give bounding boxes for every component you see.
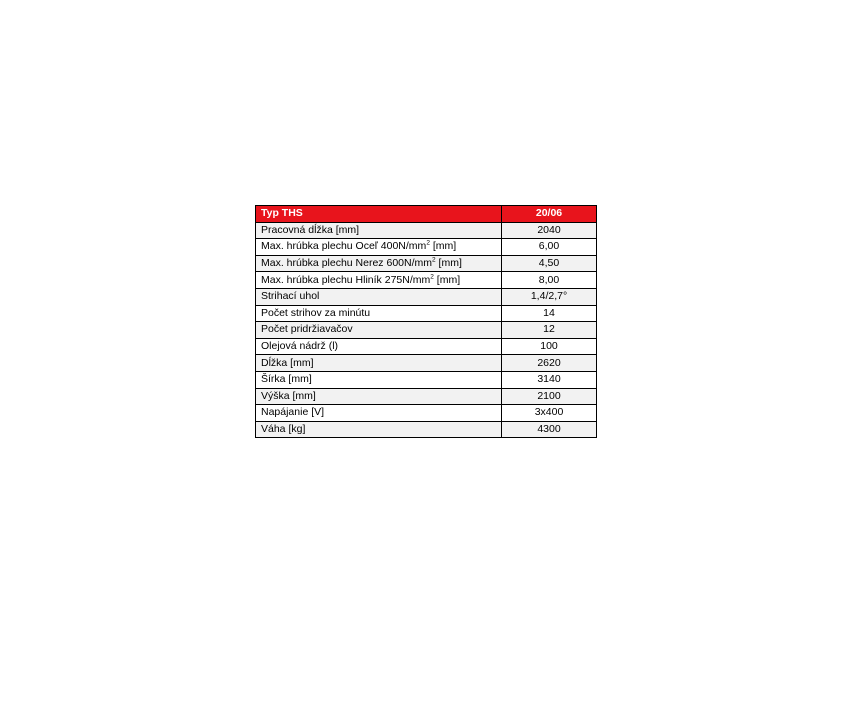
- row-value: 2100: [502, 388, 597, 405]
- row-value: 12: [502, 322, 597, 339]
- row-label: Napájanie [V]: [256, 405, 502, 422]
- row-value: 2620: [502, 355, 597, 372]
- row-value: 3x400: [502, 405, 597, 422]
- table-row: [256, 421, 597, 438]
- table-row: [256, 272, 597, 289]
- row-label: Šírka [mm]: [256, 371, 502, 388]
- table-row: [256, 388, 597, 405]
- row-value: 8,00: [502, 272, 597, 289]
- row-label: Výška [mm]: [256, 388, 502, 405]
- row-value: 3140: [502, 371, 597, 388]
- table-row: [256, 405, 597, 422]
- row-label: Počet strihov za minútu: [256, 305, 502, 322]
- row-value: 1,4/2,7°: [502, 288, 597, 305]
- table-row: [256, 288, 597, 305]
- spec-table: [255, 205, 597, 438]
- row-value: 4,50: [502, 255, 597, 272]
- table-header-row: [256, 206, 597, 223]
- row-value: 4300: [502, 421, 597, 438]
- table-row: [256, 371, 597, 388]
- table-row: [256, 338, 597, 355]
- row-label: Max. hrúbka plechu Nerez $600N/mm^2$ [mm]: [256, 255, 502, 272]
- row-value: 100: [502, 338, 597, 355]
- row-label: Olejová nádrž (l): [256, 338, 502, 355]
- table-row: [256, 305, 597, 322]
- table-row: [256, 239, 597, 256]
- header-label: Typ THS: [256, 206, 502, 223]
- row-label: Počet pridržiavačov: [256, 322, 502, 339]
- table-row: [256, 322, 597, 339]
- row-value: 6,00: [502, 239, 597, 256]
- row-value: 14: [502, 305, 597, 322]
- row-label: Váha [kg]: [256, 421, 502, 438]
- table-row: [256, 355, 597, 372]
- row-label: Max. hrúbka plechu Hliník $275N/mm^2$ [mm]: [256, 272, 502, 289]
- table-row: [256, 255, 597, 272]
- row-value: 2040: [502, 222, 597, 239]
- row-label: Strihací uhol: [256, 288, 502, 305]
- table-row: [256, 222, 597, 239]
- row-label: Max. hrúbka plechu Oceľ $400N/mm^2$ [mm]: [256, 239, 502, 256]
- header-value: 20/06: [502, 206, 597, 223]
- row-label: Pracovná dĺžka [mm]: [256, 222, 502, 239]
- row-label: Dĺžka [mm]: [256, 355, 502, 372]
